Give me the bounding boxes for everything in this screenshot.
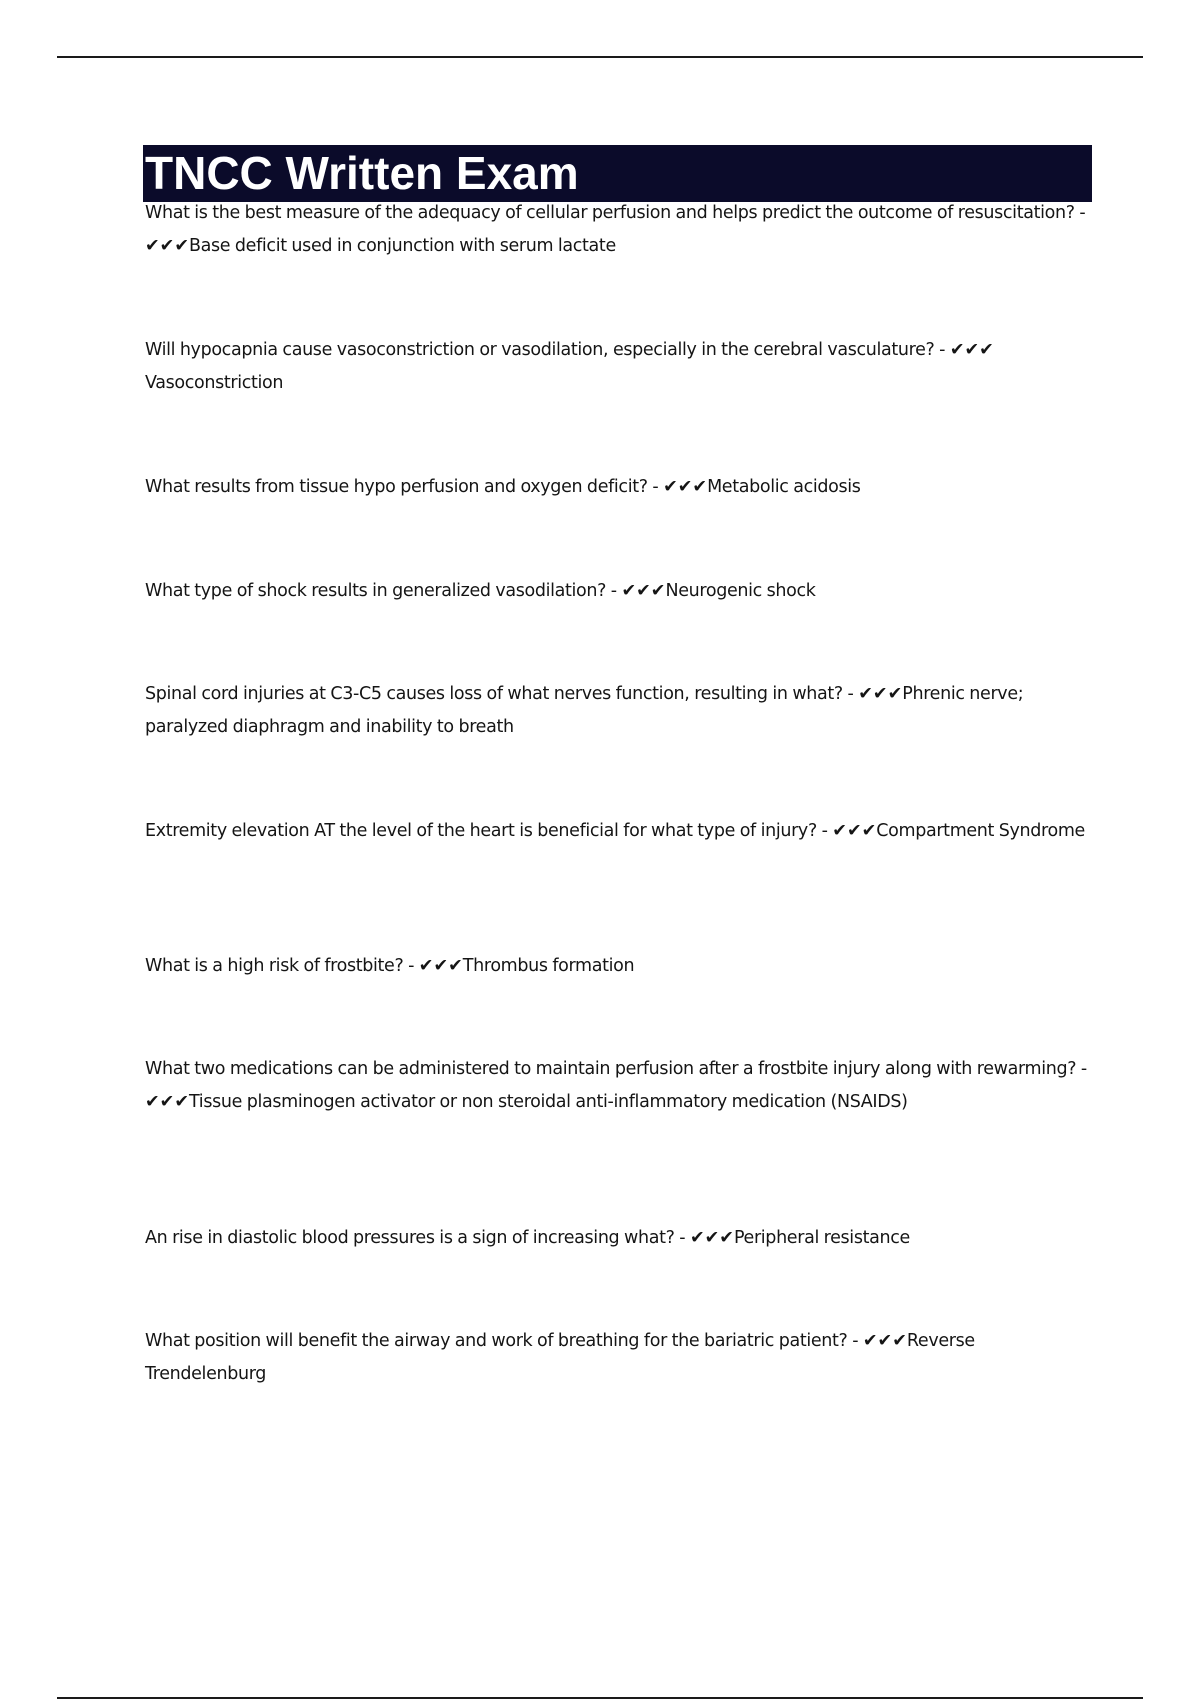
qa-item	[145, 815, 1095, 848]
qa-item	[145, 575, 1095, 608]
qa-item	[145, 197, 1095, 262]
question-text: What position will benefit the airway and work of breathing for the bariatric patient? -	[145, 1331, 863, 1351]
answer-text: Tissue plasminogen activator or non steroidal anti-inflammatory medication (NSAIDS)	[189, 1091, 908, 1112]
check-icon: ✔✔✔	[418, 956, 463, 976]
question-text: Extremity elevation AT the level of the heart is beneficial for what type of injury? -	[145, 821, 833, 841]
qa-item	[145, 471, 1095, 504]
qa-item	[145, 1325, 1095, 1390]
qa-item	[145, 1222, 1095, 1255]
check-icon: ✔✔✔	[949, 340, 994, 360]
answer-text: Vasoconstriction	[145, 372, 284, 393]
qa-item	[145, 950, 1095, 983]
check-icon: ✔✔✔	[145, 235, 189, 256]
footer-rule	[57, 1697, 1143, 1699]
question-text: What is the best measure of the adequacy of cellular perfusion and helps predict the outcome of resuscitation? -	[145, 203, 1086, 223]
answer-text: Neurogenic shock	[665, 581, 816, 601]
answer-text: Phrenic nerve; paralyzed diaphragm and inability to breath	[145, 684, 1024, 737]
qa-item	[145, 334, 1095, 399]
question-text: What type of shock results in generalized vasodilation? -	[145, 581, 622, 601]
document-title: TNCC Written Exam	[145, 147, 579, 199]
question-text: Will hypocapnia cause vasoconstriction or vasodilation, especially in the cerebral vasculature? -	[145, 340, 950, 360]
qa-item	[145, 678, 1095, 743]
qa-item	[145, 1053, 1095, 1118]
question-text: What is a high risk of frostbite? -	[145, 956, 419, 976]
header-rule	[57, 56, 1143, 58]
check-icon: ✔✔✔	[862, 1331, 907, 1351]
check-icon: ✔✔✔	[663, 477, 708, 497]
check-icon: ✔✔✔	[832, 821, 877, 841]
question-text: What two medications can be administered to maintain perfusion after a frostbite injury along with rewarming? -	[145, 1059, 1087, 1079]
question-text: An rise in diastolic blood pressures is a sign of increasing what? -	[145, 1228, 690, 1248]
answer-text: Metabolic acidosis	[707, 477, 861, 497]
answer-text: Reverse Trendelenburg	[145, 1331, 975, 1384]
check-icon: ✔✔✔	[858, 684, 903, 704]
answer-text: Base deficit used in conjunction with serum lactate	[189, 235, 616, 256]
check-icon: ✔✔✔	[621, 581, 666, 601]
answer-text: Thrombus formation	[462, 956, 635, 976]
title-banner	[143, 145, 1092, 202]
question-text: Spinal cord injuries at C3-C5 causes loss of what nerves function, resulting in what? -	[145, 684, 859, 704]
check-icon: ✔✔✔	[689, 1228, 734, 1248]
answer-text: Peripheral resistance	[733, 1228, 910, 1248]
answer-text: Compartment Syndrome	[876, 821, 1085, 841]
question-text: What results from tissue hypo perfusion and oxygen deficit? -	[145, 477, 664, 497]
check-icon: ✔✔✔	[145, 1091, 189, 1112]
